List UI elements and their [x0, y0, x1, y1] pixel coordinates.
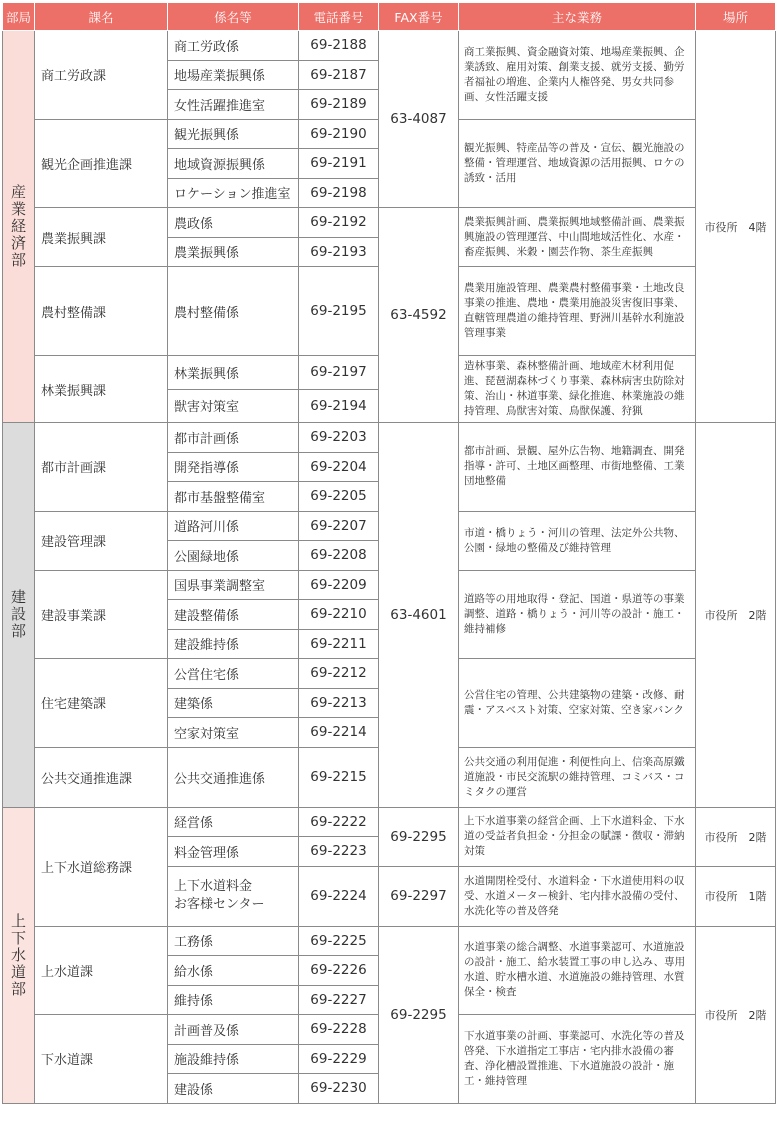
kakari-cell: 維持係 — [168, 985, 299, 1015]
tel-cell: 69-2191 — [299, 149, 379, 179]
kakari-cell: 料金管理係 — [168, 837, 299, 867]
tel-cell: 69-2197 — [299, 356, 379, 390]
kakari-cell: 公園緑地係 — [168, 541, 299, 571]
kakari-cell: 農政係 — [168, 208, 299, 238]
dept-sangyo: 産業経済部 — [3, 31, 35, 423]
ka-cell: 下水道課 — [35, 1015, 168, 1104]
kakari-cell: 農村整備係 — [168, 267, 299, 356]
gyomu-cell: 農業用施設管理、農業農村整備事業・土地改良事業の推進、農地・農業用施設災害復旧事業、直轄管理農道の維持管理、野洲川基幹水利施設管理事業 — [459, 267, 696, 356]
tel-cell: 69-2222 — [299, 807, 379, 837]
tel-cell: 69-2203 — [299, 423, 379, 453]
kakari-cell: 経営係 — [168, 807, 299, 837]
kakari-cell: 建設係 — [168, 1074, 299, 1104]
kakari-cell: 給水係 — [168, 956, 299, 986]
gyomu-cell: 道路等の用地取得・登記、国道・県道等の事業調整、道路・橋りょう・河川等の設計・施工・維持補修 — [459, 570, 696, 659]
basho-cell: 市役所 4階 — [696, 31, 776, 423]
tel-cell: 69-2214 — [299, 718, 379, 748]
tel-cell: 69-2198 — [299, 178, 379, 208]
kakari-cell: 上下水道料金 お客様センター — [168, 866, 299, 926]
ka-cell: 建設管理課 — [35, 511, 168, 570]
tel-cell: 69-2190 — [299, 119, 379, 149]
kakari-cell: 建築係 — [168, 688, 299, 718]
gyomu-cell: 水道事業の総合調整、水道事業認可、水道施設の設計・施工、給水装置工事の申し込み、専用水道、貯水槽水道、水道施設の維持管理、水質保全・検査 — [459, 926, 696, 1015]
tel-cell: 69-2195 — [299, 267, 379, 356]
kakari-cell: 計画普及係 — [168, 1015, 299, 1045]
ka-cell: 住宅建築課 — [35, 659, 168, 748]
kakari-cell: 商工労政係 — [168, 31, 299, 61]
kakari-cell: 女性活躍推進室 — [168, 90, 299, 120]
gyomu-cell: 下水道事業の計画、事業認可、水洗化等の普及啓発、下水道指定工事店・宅内排水設備の審査、浄化槽設置推進、下水道施設の設計・施工・維持管理 — [459, 1015, 696, 1104]
fax-cell: 69-2295 — [379, 807, 459, 866]
kakari-cell: 開発指導係 — [168, 452, 299, 482]
tel-cell: 69-2230 — [299, 1074, 379, 1104]
kakari-cell: 都市基盤整備室 — [168, 482, 299, 512]
kakari-cell: 道路河川係 — [168, 511, 299, 541]
dept-jogesuido: 上下水道部 — [3, 807, 35, 1103]
table-row — [3, 208, 776, 238]
ka-cell: 林業振興課 — [35, 356, 168, 423]
header-kamei: 課名 — [35, 3, 168, 31]
gyomu-cell: 公営住宅の管理、公共建築物の建築・改修、耐震・アスベスト対策、空家対策、空き家バンク — [459, 659, 696, 748]
tel-cell: 69-2226 — [299, 956, 379, 986]
gyomu-cell: 市道・橋りょう・河川の管理、法定外公共物、公園・緑地の整備及び維持管理 — [459, 511, 696, 570]
gyomu-cell: 公共交通の利用促進・利便性向上、信楽高原鐵道施設・市民交流駅の維持管理、コミバス・コミタクの運営 — [459, 747, 696, 807]
tel-cell: 69-2204 — [299, 452, 379, 482]
tel-cell: 69-2225 — [299, 926, 379, 956]
kakari-cell: 林業振興係 — [168, 356, 299, 390]
ka-cell: 農業振興課 — [35, 208, 168, 267]
kakari-cell: 施設維持係 — [168, 1044, 299, 1074]
tel-cell: 69-2189 — [299, 90, 379, 120]
tel-cell: 69-2212 — [299, 659, 379, 689]
tel-cell: 69-2194 — [299, 389, 379, 423]
kakari-cell: 建設維持係 — [168, 629, 299, 659]
table-row — [3, 423, 776, 453]
kakari-cell: 国県事業調整室 — [168, 570, 299, 600]
tel-cell: 69-2209 — [299, 570, 379, 600]
gyomu-cell: 上下水道事業の経営企画、上下水道料金、下水道の受益者負担金・分担金の賦課・徴収・滞納対策 — [459, 807, 696, 866]
tel-cell: 69-2208 — [299, 541, 379, 571]
basho-cell: 市役所 2階 — [696, 423, 776, 808]
kakari-cell: 都市計画係 — [168, 423, 299, 453]
tel-cell: 69-2211 — [299, 629, 379, 659]
tel-cell: 69-2193 — [299, 237, 379, 267]
tel-cell: 69-2188 — [299, 31, 379, 61]
ka-cell: 建設事業課 — [35, 570, 168, 659]
fax-cell: 63-4592 — [379, 208, 459, 423]
tel-cell: 69-2224 — [299, 866, 379, 926]
kakari-cell: 観光振興係 — [168, 119, 299, 149]
basho-cell: 市役所 2階 — [696, 926, 776, 1103]
header-tel: 電話番号 — [299, 3, 379, 31]
tel-cell: 69-2207 — [299, 511, 379, 541]
fax-cell: 63-4087 — [379, 31, 459, 208]
ka-cell: 上下水道総務課 — [35, 807, 168, 926]
tel-cell: 69-2229 — [299, 1044, 379, 1074]
gyomu-cell: 水道開閉栓受付、水道料金・下水道使用料の収受、水道メーター検針、宅内排水設備の受付、水洗化等の普及啓発 — [459, 866, 696, 926]
gyomu-cell: 都市計画、景観、屋外広告物、地籍調査、開発指導・許可、土地区画整理、市街地整備、工業団地整備 — [459, 423, 696, 512]
gyomu-cell: 農業振興計画、農業振興地域整備計画、農業振興施設の管理運営、中山間地域活性化、水産・畜産振興、米穀・園芸作物、茶生産振興 — [459, 208, 696, 267]
ka-cell: 農村整備課 — [35, 267, 168, 356]
header-bukyoku: 部局 — [3, 3, 35, 31]
tel-cell: 69-2228 — [299, 1015, 379, 1045]
dept-kensetsu: 建設部 — [3, 423, 35, 808]
kakari-cell: 公営住宅係 — [168, 659, 299, 689]
kakari-cell: 地域資源振興係 — [168, 149, 299, 179]
tel-cell: 69-2213 — [299, 688, 379, 718]
kakari-cell: 空家対策室 — [168, 718, 299, 748]
basho-cell: 市役所 1階 — [696, 866, 776, 926]
directory-table — [2, 2, 776, 1104]
tel-cell: 69-2227 — [299, 985, 379, 1015]
table-row — [3, 926, 776, 956]
kakari-cell: ロケーション推進室 — [168, 178, 299, 208]
gyomu-cell: 観光振興、特産品等の普及・宣伝、観光施設の整備・管理運営、地域資源の活用振興、ロケの誘致・活用 — [459, 119, 696, 208]
fax-cell: 69-2297 — [379, 866, 459, 926]
tel-cell: 69-2205 — [299, 482, 379, 512]
kakari-cell: 建設整備係 — [168, 600, 299, 630]
tel-cell: 69-2210 — [299, 600, 379, 630]
tel-cell: 69-2187 — [299, 60, 379, 90]
ka-cell: 公共交通推進課 — [35, 747, 168, 807]
kakari-cell: 獣害対策室 — [168, 389, 299, 423]
kakari-cell: 地場産業振興係 — [168, 60, 299, 90]
table-row — [3, 807, 776, 837]
table-row — [3, 31, 776, 61]
tel-cell: 69-2223 — [299, 837, 379, 867]
header-fax: FAX番号 — [379, 3, 459, 31]
ka-cell: 商工労政課 — [35, 31, 168, 120]
fax-cell: 69-2295 — [379, 926, 459, 1103]
gyomu-cell: 商工業振興、資金融資対策、地場産業振興、企業誘致、雇用対策、創業支援、就労支援、勤労者福祉の増進、企業内人権啓発、男女共同参画、女性活躍支援 — [459, 31, 696, 120]
header-row — [3, 3, 776, 31]
header-basho: 場所 — [696, 3, 776, 31]
header-kakari: 係名等 — [168, 3, 299, 31]
ka-cell: 観光企画推進課 — [35, 119, 168, 208]
gyomu-cell: 造林事業、森林整備計画、地域産木材利用促進、琵琶湖森林づくり事業、森林病害虫防除対策、治山・林道事業、緑化推進、林業施設の維持管理、鳥獣害対策、鳥獣保護、狩猟 — [459, 356, 696, 423]
ka-cell: 都市計画課 — [35, 423, 168, 512]
ka-cell: 上水道課 — [35, 926, 168, 1015]
header-gyomu: 主な業務 — [459, 3, 696, 31]
kakari-cell: 工務係 — [168, 926, 299, 956]
tel-cell: 69-2215 — [299, 747, 379, 807]
fax-cell: 63-4601 — [379, 423, 459, 808]
tel-cell: 69-2192 — [299, 208, 379, 238]
kakari-cell: 公共交通推進係 — [168, 747, 299, 807]
basho-cell: 市役所 2階 — [696, 807, 776, 866]
kakari-cell: 農業振興係 — [168, 237, 299, 267]
